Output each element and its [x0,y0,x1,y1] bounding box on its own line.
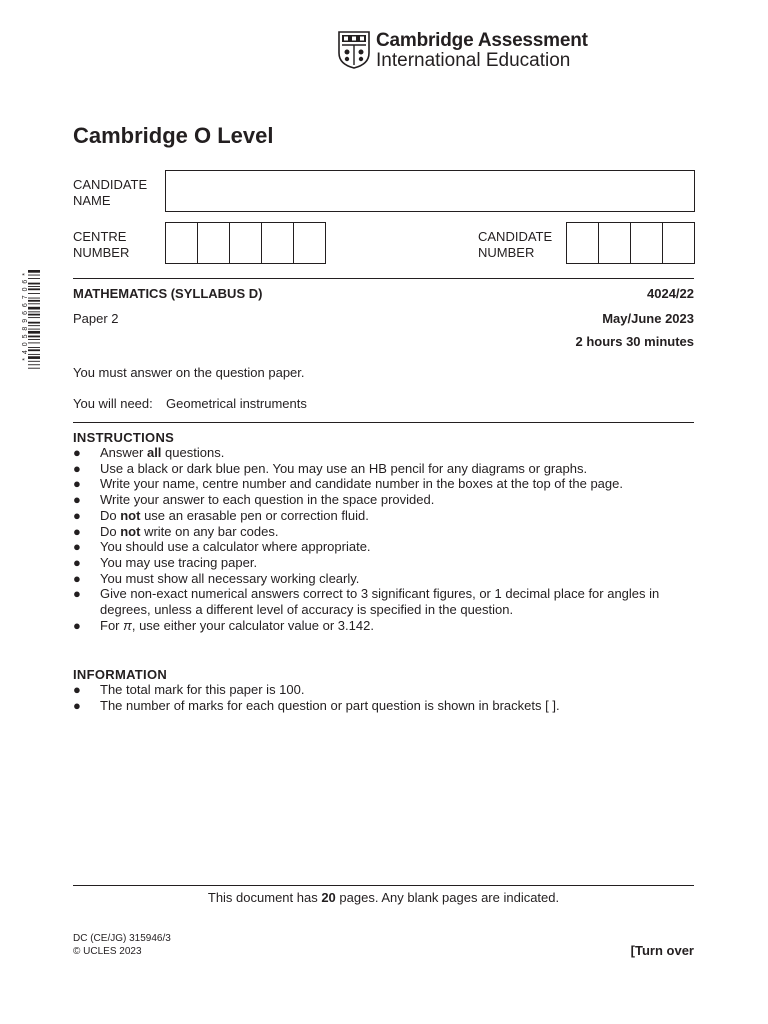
instruction-item: ● You must show all necessary working clearly. [73,570,360,586]
document-reference: DC (CE/JG) 315946/3 [73,933,171,944]
centre-number-cell[interactable] [229,222,262,264]
bullet-icon: ● [73,697,81,713]
page-count-number: 20 [321,890,336,905]
instruction-item: ● Do not write on any bar codes. [73,523,279,539]
bullet-icon: ● [73,460,81,476]
candidate-number-label-line1: CANDIDATE [478,229,553,244]
page-count-prefix: This document has [207,890,322,905]
candidate-name-box[interactable] [165,170,695,212]
bullet-icon: ● [73,523,81,539]
candidate-number-cell[interactable] [630,222,663,264]
information-heading: INFORMATION [73,667,168,682]
centre-number-cell[interactable] [261,222,294,264]
candidate-name-label-line2: NAME [73,193,111,208]
copyright: © UCLES 2023 [73,945,142,957]
exam-session: May/June 2023 [602,311,694,326]
instruction-item: ● Answer all questions. [73,445,225,460]
instruction-item: ● Do not use an erasable pen or correction fluid. [73,507,369,523]
centre-number-label-line2: NUMBER [73,245,130,260]
turn-over: [Turn over [630,943,694,958]
bullet-icon: ● [73,617,81,633]
candidate-number-label-line2: NUMBER [478,245,535,260]
cambridge-crest-icon [338,31,370,69]
bullet-icon: ● [73,445,81,460]
page-count-suffix: pages. Any blank pages are indicated. [335,890,560,905]
bullet-icon: ● [73,492,81,508]
information-item: ● The total mark for this paper is 100. [73,682,305,697]
bullet-icon: ● [73,586,81,602]
bullet-icon: ● [73,554,81,570]
bullet-icon: ● [73,476,81,492]
candidate-number-boxes [566,222,695,264]
answer-note: You must answer on the question paper. [73,365,305,380]
syllabus-code: 4024/22 [647,286,694,301]
centre-number-cell[interactable] [165,222,198,264]
page-count-note [73,890,694,905]
you-will-need-label: You will need: [73,396,153,411]
instructions-list [73,445,673,633]
information-list [73,682,673,713]
logo-text-line1: Cambridge Assessment [376,30,588,51]
candidate-name-label-line1: CANDIDATE [73,177,148,192]
divider [73,422,694,423]
page-title: Cambridge O Level [73,123,274,148]
bullet-icon: ● [73,507,81,523]
subject-title: MATHEMATICS (SYLLABUS D) [73,286,263,301]
instruction-item: ● You should use a calculator where appropriate. [73,539,371,555]
instruction-item: ● Use a black or dark blue pen. You may use an HB pencil for any diagrams or graphs. [73,460,588,476]
candidate-number-cell[interactable] [598,222,631,264]
candidate-name-label [73,177,147,209]
barcode-number: * 4 0 5 8 9 6 6 7 0 6 * [22,272,29,361]
barcode [28,270,40,408]
paper-number: Paper 2 [73,311,119,326]
candidate-number-cell[interactable] [566,222,599,264]
you-will-need-value: Geometrical instruments [166,396,307,411]
divider [73,278,694,279]
centre-number-boxes [165,222,326,264]
candidate-number-cell[interactable] [662,222,695,264]
logo-text-line2: International Education [376,50,571,71]
instructions-heading: INSTRUCTIONS [73,430,175,445]
centre-number-cell[interactable] [293,222,326,264]
instruction-item: ● Write your answer to each question in the space provided. [73,492,435,508]
footer-divider [73,885,694,886]
instruction-item: ● You may use tracing paper. [73,554,258,570]
bullet-icon: ● [73,682,81,697]
exam-duration: 2 hours 30 minutes [575,334,694,349]
instruction-item: ● Give non-exact numerical answers correct to 3 significant figures, or 1 decimal place for angles in degrees, unless a different level of accuracy is specified in the question. [73,586,660,618]
footer-ref-block [73,933,171,958]
cambridge-logo [338,30,588,71]
bullet-icon: ● [73,570,81,586]
candidate-number-label [478,229,552,261]
centre-number-cell[interactable] [197,222,230,264]
bullet-icon: ● [73,539,81,555]
centre-number-label [73,229,129,261]
instruction-item: ● For π, use either your calculator value or 3.142. [73,617,374,633]
information-item: ● The number of marks for each question or part question is shown in brackets [ ]. [73,697,560,713]
instruction-item: ● Write your name, centre number and candidate number in the boxes at the top of the page. [73,476,623,492]
centre-number-label-line1: CENTRE [73,229,127,244]
